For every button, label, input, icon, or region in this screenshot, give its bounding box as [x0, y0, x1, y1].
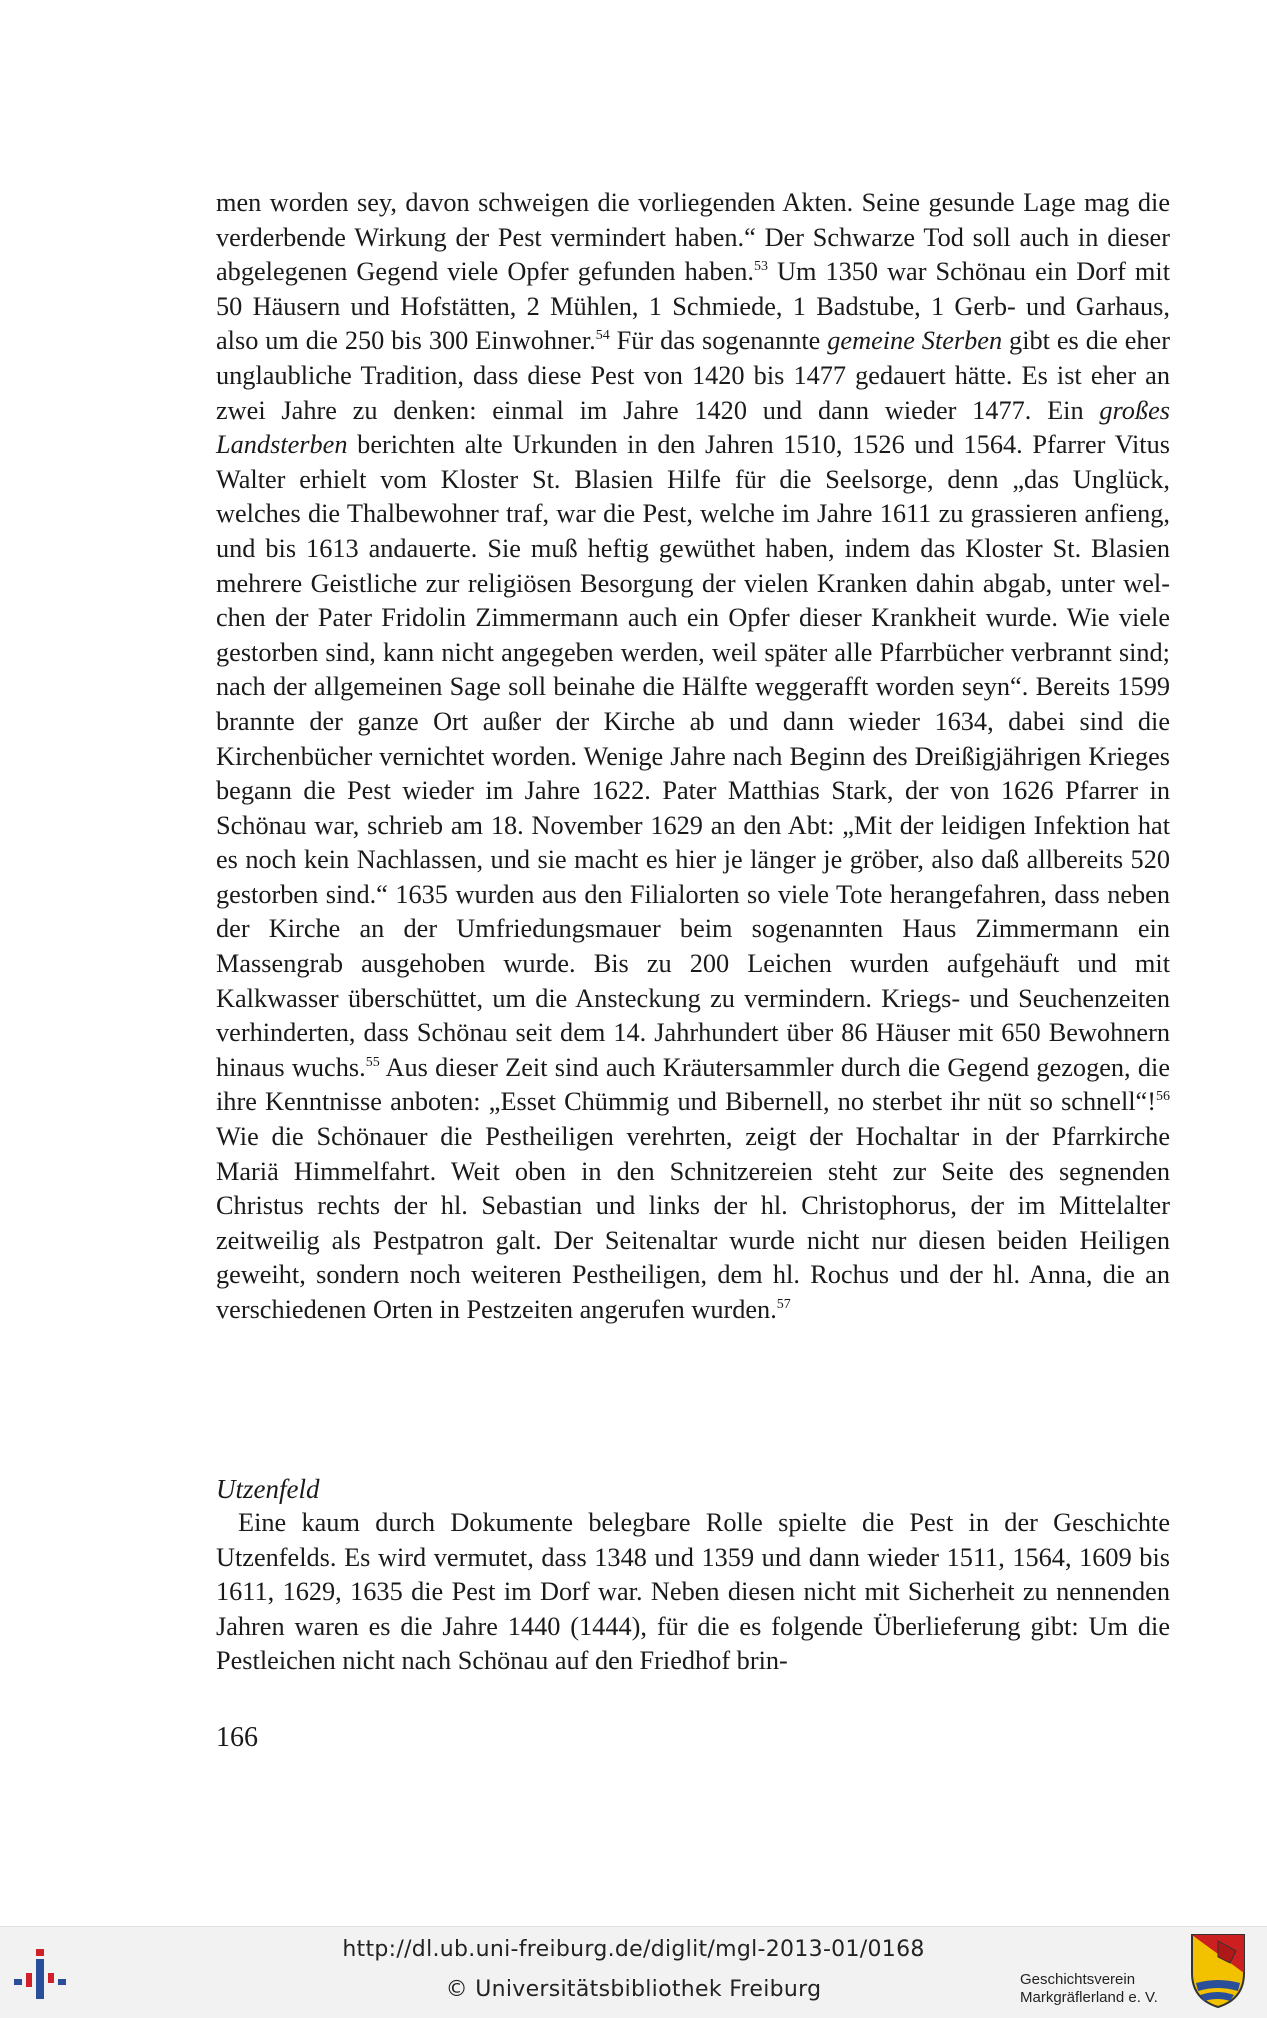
- section-text: [216, 1506, 1170, 1679]
- body-text-run: Wie die Schönauer die Pestheiligen verehrten, zeigt der Hochaltar in der Pfarrkirche Mariä Himmelfahrt. Weit oben in den Schnitzereien steht zur Seite des segnenden Christus rechts der hl. Sebastian und links der hl. Christophorus, der im Mittelalter zeitweilig als Pestpatron galt. Der Seitenaltar wurde nicht nur diesen beiden Heiligen geweiht, sondern noch weiteren Pestheiligen, dem hl. Rochus und der hl. Anna, die an verschiedenen Orten in Pestzeiten angerufen wurden.: [216, 1122, 1170, 1324]
- footer-bar: [0, 1926, 1267, 2018]
- body-text-run: Aus dieser Zeit sind auch Kräutersammler durch die Gegend gezogen, die ihre Kenntnisse anboten: „Esset Chümmig und Bibernell, no sterbet ihr nüt so schnell“!: [216, 1052, 1171, 1117]
- coat-of-arms-icon: [1190, 1933, 1246, 2009]
- copyright-text: © Universitätsbibliothek Freiburg: [445, 1977, 822, 2002]
- body-text-run: berichten alte Urkunden in den Jahren 1510, 1526 und 1564. Pfarrer Vitus Walter erhielt vom Kloster St. Blasien Hilfe für die Seelsorge, denn „das Unglück, welches die Thalbewohner traf, war die Pest, welche im Jahre 1611 zu grassieren anfieng, und bis 1613 andauerte. Sie muß heftig gewüthet haben, indem das Kloster St. Blasien mehrere Geistliche zur religiösen Besorgung der vielen Kranken dahin abgab, unter welchen der Pater Fridolin Zimmermann auch ein Opfer dieser Krankheit wurde. Wie viele gestorben sind, kann nicht angegeben werden, weil später alle Pfarrbücher verbrannt sind; nach der allgemeinen Sage soll beinahe die Hälfte weggerafft worden seyn“. Bereits 1599 brannte der ganze Ort außer der Kirche ab und dann wieder 1634, dabei sind die Kirchenbücher vernichtet worden. Wenige Jahre nach Beginn des Dreißigjährigen Krieges begann die Pest wieder im Jahre 1622. Pater Matthias Stark, der von 1626 Pfarrer in Schönau war, schrieb am 18. November 1629 an den Abt: „Mit der leidigen Infektion hat es noch kein Nachlassen, und sie macht es hier je länger je gröber, also daß allbereits 520 gestorben sind.“ 1635 wurden aus den Filialorten so viele Tote herangefahren, dass neben der Kirche an der Umfriedungsmauer beim sogenannten Haus Zimmermann ein Massengrab ausgehoben wurde. Bis zu 200 Leichen wurden aufgehäuft und mit Kalkwasser überschüttet, um die Ansteckung zu vermindern. Kriegs- und Seuchenzeiten verhinderten, dass Schönau seit dem 14. Jahrhundert über 86 Häuser mit 650 Bewohnern hinaus wuchs.: [216, 430, 1170, 1082]
- society-line-1: Geschichtsverein: [1020, 1971, 1136, 1988]
- section-paragraph: Eine kaum durch Dokumente belegbare Rolle spielte die Pest in der Geschichte Utzenfelds. Es wird vermutet, dass 1348 und 1359 und dann wieder 1511, 1564, 1609 bis 1611, 1629, 1635 die Pest im Dorf war. Neben diesen nicht mit Sicherheit zu nennenden Jahren waren es die Jahre 1440 (1444), für die es folgende Überlieferung gibt: Um die Pestleichen nicht nach Schönau auf den Friedhof brin-: [216, 1508, 1170, 1676]
- body-text-run: Für das sogenannte: [609, 326, 828, 356]
- society-line-2: Markgräflerland e. V.: [1020, 1989, 1158, 2006]
- society-name: [1020, 1971, 1158, 2007]
- body-text-run: gibt es die eher unglaubliche Tradition, dass diese Pest von 1420 bis 1477 gedauert hätte. Es ist eher an zwei Jahre zu denken: einmal im Jahre 1420 und dann wieder 1477. Ein: [216, 326, 1170, 425]
- italic-term: großes Landsterben: [216, 395, 1170, 460]
- main-text: [216, 186, 1170, 1328]
- footnote-reference: 57: [776, 1297, 791, 1312]
- body-paragraph: [216, 186, 1170, 1328]
- page-number: 166: [216, 1722, 258, 1753]
- footnote-reference: 56: [1156, 1089, 1170, 1105]
- footnote-reference: 54: [595, 328, 610, 344]
- body-text-run: Um 1350 war Schönau ein Dorf mit 50 Häusern und Hofstätten, 2 Mühlen, 1 Schmiede, 1 Badstube, 1 Gerb- und Garhaus, also um die 250 bis 300 Einwohner.: [216, 257, 1170, 356]
- footnote-reference: 55: [365, 1054, 380, 1070]
- body-text-run: men worden sey, davon schweigen die vorliegenden Akten. Seine gesunde Lage mag die verderbende Wirkung der Pest vermindert haben.“ Der Schwarze Tod soll auch in dieser abgelegenen Gegend viele Opfer gefunden haben.: [216, 188, 1170, 287]
- footnote-reference: 53: [753, 259, 768, 275]
- section-heading: Utzenfeld: [216, 1474, 320, 1504]
- source-url-link[interactable]: http://dl.ub.uni-freiburg.de/diglit/mgl-2013-01/0168: [342, 1937, 925, 1962]
- italic-term: gemeine Sterben: [827, 326, 1003, 356]
